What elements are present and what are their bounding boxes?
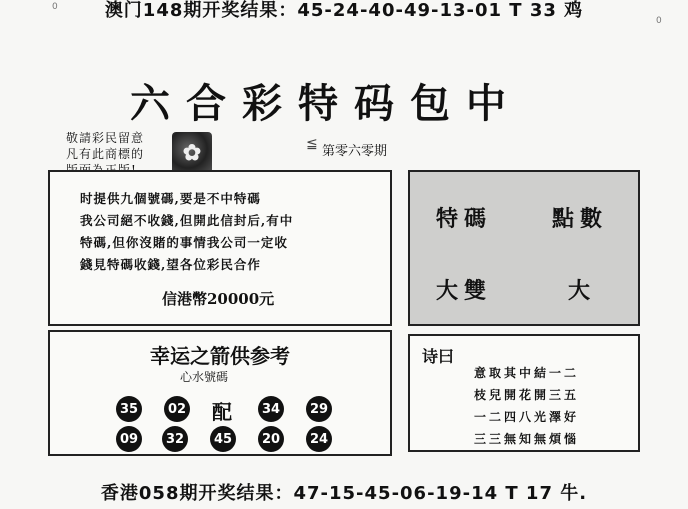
corner-mark-right: 0 xyxy=(656,16,662,26)
lucky-ball: 09 xyxy=(116,426,142,452)
lucky-numbers-box xyxy=(48,330,392,456)
trademark-seal-icon: ✿ xyxy=(172,132,212,174)
lucky-ball: 29 xyxy=(306,396,332,422)
lucky-ball: 24 xyxy=(306,426,332,452)
lucky-subtitle: 心水號碼 xyxy=(180,370,229,384)
page-title: 六合彩特码包中 xyxy=(130,80,522,127)
promo-line: 时提供九個號碼,要是不中特碼 xyxy=(80,191,261,206)
special-points-label: 點數 xyxy=(552,206,609,232)
lucky-ball: 32 xyxy=(162,426,188,452)
lucky-ball: 35 xyxy=(116,396,142,422)
promo-text xyxy=(80,188,372,276)
issue-label: 第零六零期 xyxy=(322,144,388,159)
special-value-1: 大雙 xyxy=(436,278,493,304)
issue-mark-icon: ≦ xyxy=(306,136,318,152)
poem-line: 意取其中結一二 xyxy=(474,366,580,380)
lucky-ball: 20 xyxy=(258,426,284,452)
lucky-ball: 45 xyxy=(210,426,236,452)
promo-line: 特碼,但你沒賭的事情我公司一定收 xyxy=(80,235,288,250)
poem-title: 诗曰 xyxy=(422,347,455,366)
poem-line: 一二四八光澤好 xyxy=(474,410,580,424)
macau-result-header: 澳门148期开奖结果：45-24-40-49-13-01 T 33 鸡 xyxy=(104,0,584,21)
poem-box xyxy=(408,334,640,452)
special-code-box xyxy=(408,170,640,326)
lucky-ball: 34 xyxy=(258,396,284,422)
hongkong-result-footer: 香港058期开奖结果：47-15-45-06-19-14 T 17 牛. xyxy=(100,483,588,504)
poem-line: 枝兒開花開三五 xyxy=(474,388,580,402)
notice-line: 凡有此商標的 xyxy=(66,147,145,161)
promo-line: 錢見特碼收錢,望各位彩民合作 xyxy=(80,257,261,272)
promo-box xyxy=(48,170,392,326)
special-value-2: 大 xyxy=(568,278,591,304)
corner-mark-left: 0 xyxy=(52,2,58,12)
poem-line: 三三無知無煩惱 xyxy=(474,432,580,446)
lucky-title: 幸运之箭供参考 xyxy=(150,344,290,368)
special-code-label: 特碼 xyxy=(436,206,493,232)
lucky-ball: 02 xyxy=(164,396,190,422)
lucky-pei: 配 xyxy=(212,400,232,424)
promo-price: 信港幣20000元 xyxy=(162,290,275,308)
promo-line: 我公司絕不收錢,但開此信封后,有中 xyxy=(80,213,294,228)
notice-line: 敬請彩民留意 xyxy=(66,131,145,145)
